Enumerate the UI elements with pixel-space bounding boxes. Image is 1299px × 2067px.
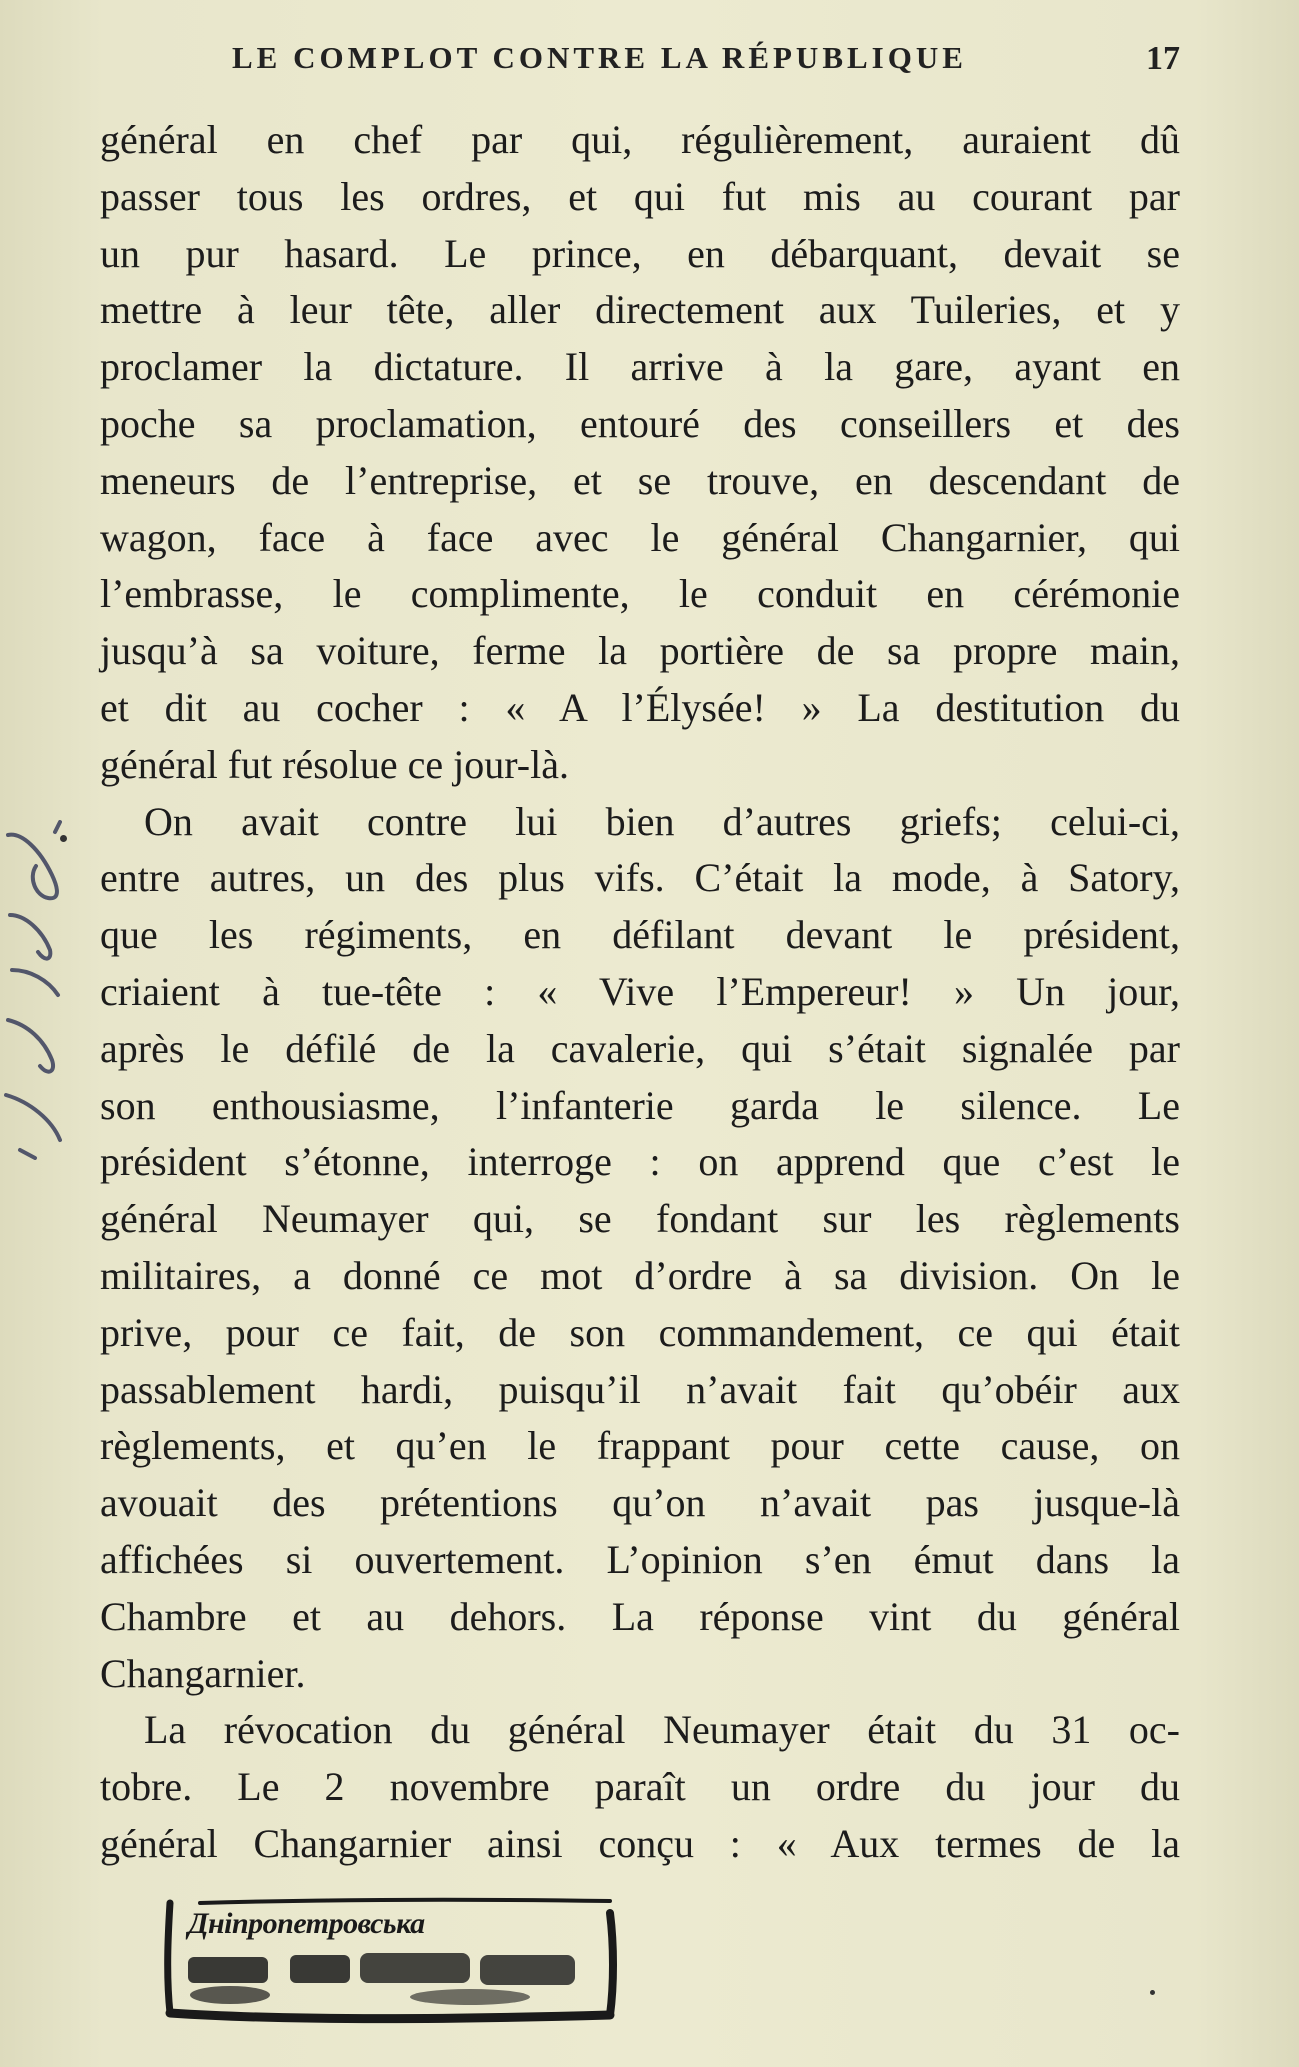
text-line: et dit au cocher : « A l’Élysée! » La destitution du — [100, 684, 1180, 730]
page-body — [100, 112, 1180, 1873]
text-line: passer tous les ordres, et qui fut mis au courant par — [100, 173, 1180, 219]
text-line: tobre. Le 2 novembre paraît un ordre du jour du — [100, 1764, 1180, 1810]
text-line: règlements, et qu’en le frappant pour cette cause, on — [100, 1423, 1180, 1469]
text-line: président s’étonne, interroge : on apprend que c’est le — [100, 1139, 1180, 1185]
library-stamp-label: Днiпропетровська — [188, 1907, 425, 1940]
text-line: général fut résolue ce jour-là. — [100, 741, 569, 787]
margin-pencil-mark — [0, 820, 80, 1160]
text-line: mettre à leur tête, aller directement aux Tuileries, et y — [100, 287, 1180, 333]
text-line: poche sa proclamation, entouré des conseillers et des — [100, 400, 1180, 446]
text-line: passablement hardi, puisqu’il n’avait fait qu’obéir aux — [100, 1366, 1180, 1412]
text-line: Changarnier. — [100, 1650, 306, 1696]
text-line: général Neumayer qui, se fondant sur les règlements — [100, 1196, 1180, 1242]
library-stamp — [140, 1895, 640, 2030]
text-line: après le défilé de la cavalerie, qui s’était signalée par — [100, 1025, 1180, 1071]
text-line: son enthousiasme, l’infanterie garda le silence. Le — [100, 1082, 1180, 1128]
text-line: jusqu’à sa voiture, ferme la portière de sa propre main, — [100, 628, 1180, 674]
text-line: général en chef par qui, régulièrement, auraient dû — [100, 117, 1180, 162]
paragraph-start-line: On avait contre lui bien d’autres griefs; celui-ci, — [144, 798, 1180, 844]
text-line: criaient à tue-tête : « Vive l’Empereur! » Un jour, — [100, 968, 1180, 1014]
text-line: l’embrasse, le complimente, le conduit en cérémonie — [100, 571, 1180, 617]
running-title: LE COMPLOT CONTRE LA RÉPUBLIQUE — [232, 40, 967, 75]
text-line: un pur hasard. Le prince, en débarquant, devait se — [100, 230, 1180, 276]
text-line: général Changarnier ainsi conçu : « Aux termes de la — [100, 1820, 1180, 1866]
text-line: prive, pour ce fait, de son commandement, ce qui était — [100, 1309, 1180, 1355]
text-line: militaires, a donné ce mot d’ordre à sa division. On le — [100, 1252, 1180, 1298]
paper-speck — [60, 835, 67, 842]
text-line: que les régiments, en défilant devant le président, — [100, 912, 1180, 958]
text-line: Chambre et au dehors. La réponse vint du général — [100, 1593, 1180, 1639]
text-line: affichées si ouvertement. L’opinion s’en émut dans la — [100, 1536, 1180, 1582]
text-line: entre autres, un des plus vifs. C’était la mode, à Satory, — [100, 855, 1180, 901]
text-line: wagon, face à face avec le général Changarnier, qui — [100, 514, 1180, 560]
paragraph-start-line: La révocation du général Neumayer était du 31 oc- — [144, 1707, 1180, 1753]
page-header — [100, 40, 1180, 90]
page-number: 17 — [1146, 40, 1180, 77]
paper-speck — [1150, 1990, 1155, 1995]
text-line: avouait des prétentions qu’on n’avait pas jusque-là — [100, 1480, 1180, 1526]
text-line: meneurs de l’entreprise, et se trouve, en descendant de — [100, 457, 1180, 503]
text-line: proclamer la dictature. Il arrive à la gare, ayant en — [100, 344, 1180, 390]
